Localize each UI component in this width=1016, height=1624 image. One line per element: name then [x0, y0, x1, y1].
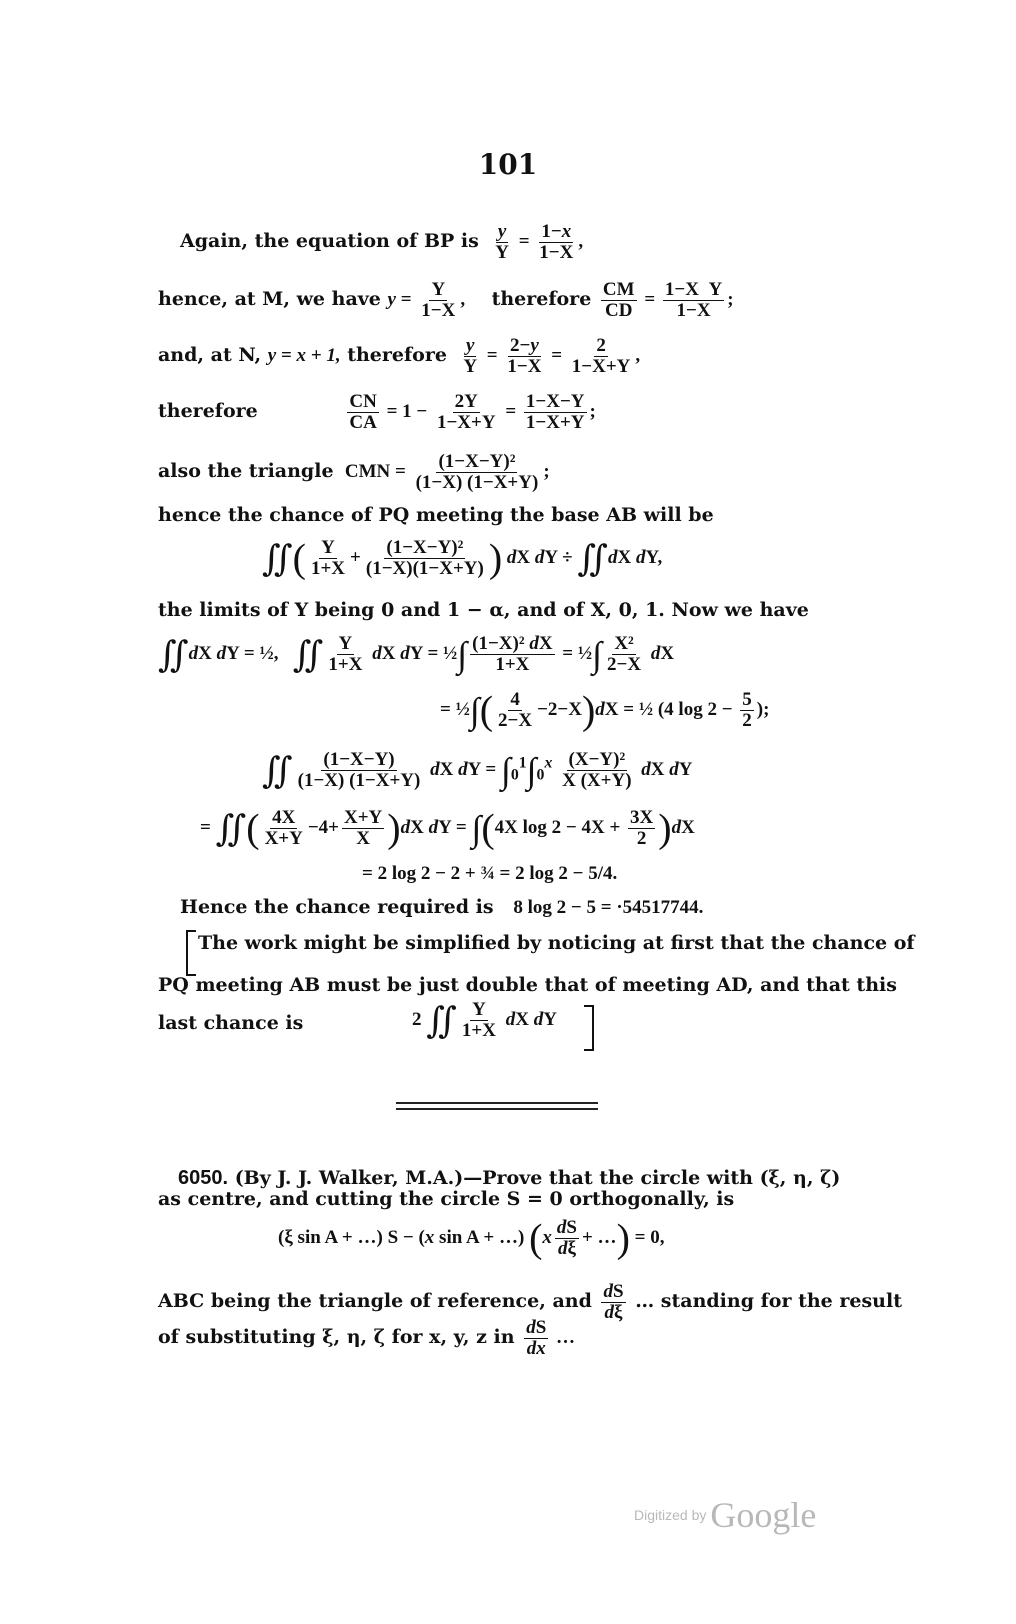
double-integral-expression: ∬( $\frac{Y}{1+X}$ + $\frac{\text{(1−X−Y)²}}{(1-X)(1-X+Y)}$ ) dX dY ÷ ∬dX dY,: [262, 535, 663, 581]
text-y-eq: y = x + 1,: [267, 344, 341, 366]
equation-bp-line: Again, the equation of BP is $\frac{y}{Y}$ = $\frac{1-x}{1-X}$ ,: [180, 221, 584, 263]
section-divider-top: [396, 1102, 598, 1104]
right-bracket: [584, 1005, 594, 1051]
text-triangle: also the triangle: [158, 459, 334, 482]
limits-statement: the limits of Y being 0 and 1 − α, and of X, 0, 1. Now we have: [158, 599, 809, 621]
integral-evaluation-2: = ½∫( $\frac{4}{2-X}$ −2−X)dX = ½ (4 log 2 − $\frac{5}{2}$ );: [440, 687, 770, 733]
integral-evaluation-1: ∬dX dY = ½, ∬ $\frac{Y}{1+X}$ dX dY = ½∫ $\frac{\text{(1−X)² dX}}{1+X}$ = ½∫ $\frac{\text{X²}}{2-X}$ dX: [158, 633, 675, 675]
problem-text-2: as centre, and cutting the circle S = 0 orthogonally, is: [158, 1188, 735, 1210]
circle-equation: (ξ sin A + …) S − (x sin A + …) (x $\frac{dS}{d\xi}$ + …) = 0,: [278, 1215, 665, 1261]
text-at-n: and, at N,: [158, 343, 262, 366]
google-logo: Google: [710, 1495, 817, 1535]
problem-author: (By J. J. Walker, M.A.): [234, 1167, 464, 1189]
text-standing: … standing for the result: [635, 1289, 902, 1312]
point-m-line: hence, at M, we have y = $\frac{Y}{1-X}$ , therefore $\frac{CM}{CD}$ = $\frac{\text{1−X Y}}{1-X}$ ;: [158, 279, 734, 321]
text-therefore-2: therefore: [347, 343, 447, 366]
substitution-line: of substituting ξ, η, ζ for x, y, z in $\frac{dS}{dx}$ …: [158, 1317, 576, 1359]
chance-value: 8 log 2 − 5 = ·54517744.: [513, 897, 704, 918]
text-equation-bp: Again, the equation of BP is: [180, 229, 479, 252]
integral-evaluation-3: ∬ $\frac{(1-X-Y)}{(1-X) (1-X+Y)}$ dX dY = $\int_0^1\int_0^x$ $\frac{\text{(X−Y)²}}{X (X+Y)}$ dX dY: [262, 749, 693, 791]
problem-heading: [178, 1168, 840, 1188]
triangle-cmn-line: also the triangle CMN = $\frac{\text{(1−X−Y)²}}{(1-X) (1-X+Y)}$ ;: [158, 451, 550, 493]
text-substituting: of substituting ξ, η, ζ for x, y, z in: [158, 1325, 515, 1348]
text-reference: ABC being the triangle of reference, and: [158, 1289, 592, 1312]
last-chance-expression: 2 ∬ $\frac{Y}{1+X}$ dX dY: [412, 999, 557, 1041]
chance-required-line: [180, 898, 703, 917]
text-chance-required: Hence the chance required is: [180, 896, 494, 918]
text-at-m: hence, at M, we have: [158, 287, 381, 310]
text-therefore-1: therefore: [491, 287, 592, 310]
text-therefore-3: therefore: [158, 399, 258, 422]
section-divider-bottom: [396, 1108, 598, 1110]
note-line-2: PQ meeting AB must be just double that of meeting AD, and that this: [158, 974, 897, 996]
integral-evaluation-4: = ∬( $\frac{4X}{X+Y}$ −4+ $\frac{X+Y}{X}$ )dX dY = ∫(4X log 2 − 4X + $\frac{3X}{2}$ )dX: [200, 805, 695, 851]
note-line-1: The work might be simplified by noticing at first that the chance of: [198, 932, 915, 954]
left-bracket: [186, 930, 196, 976]
digitized-watermark: [634, 1494, 816, 1536]
problem-number: 6050.: [178, 1167, 229, 1189]
result-log-expression: = 2 log 2 − 2 + ¾ = 2 log 2 − 5/4.: [362, 863, 618, 884]
problem-text-1: —Prove that the circle with (ξ, η, ζ): [463, 1167, 841, 1189]
page-number: 101: [478, 148, 538, 181]
note-line-3: last chance is: [158, 1012, 304, 1034]
watermark-prefix: Digitized by: [634, 1507, 707, 1523]
chance-statement: hence the chance of PQ meeting the base AB will be: [158, 504, 714, 526]
point-n-line: and, at N, y = x + 1, therefore $\frac{y}{Y}$ = $\frac{2-y}{1-X}$ = $\frac{2}{1-X+Y}$ ,: [158, 335, 641, 377]
cn-ca-line: therefore $\frac{CN}{CA}$ = 1 − $\frac{2Y}{1-X+Y}$ = $\frac{1-X-Y}{1-X+Y}$ ;: [158, 391, 596, 433]
reference-line: ABC being the triangle of reference, and $\frac{dS}{d\xi}$ … standing for the result: [158, 1281, 902, 1323]
